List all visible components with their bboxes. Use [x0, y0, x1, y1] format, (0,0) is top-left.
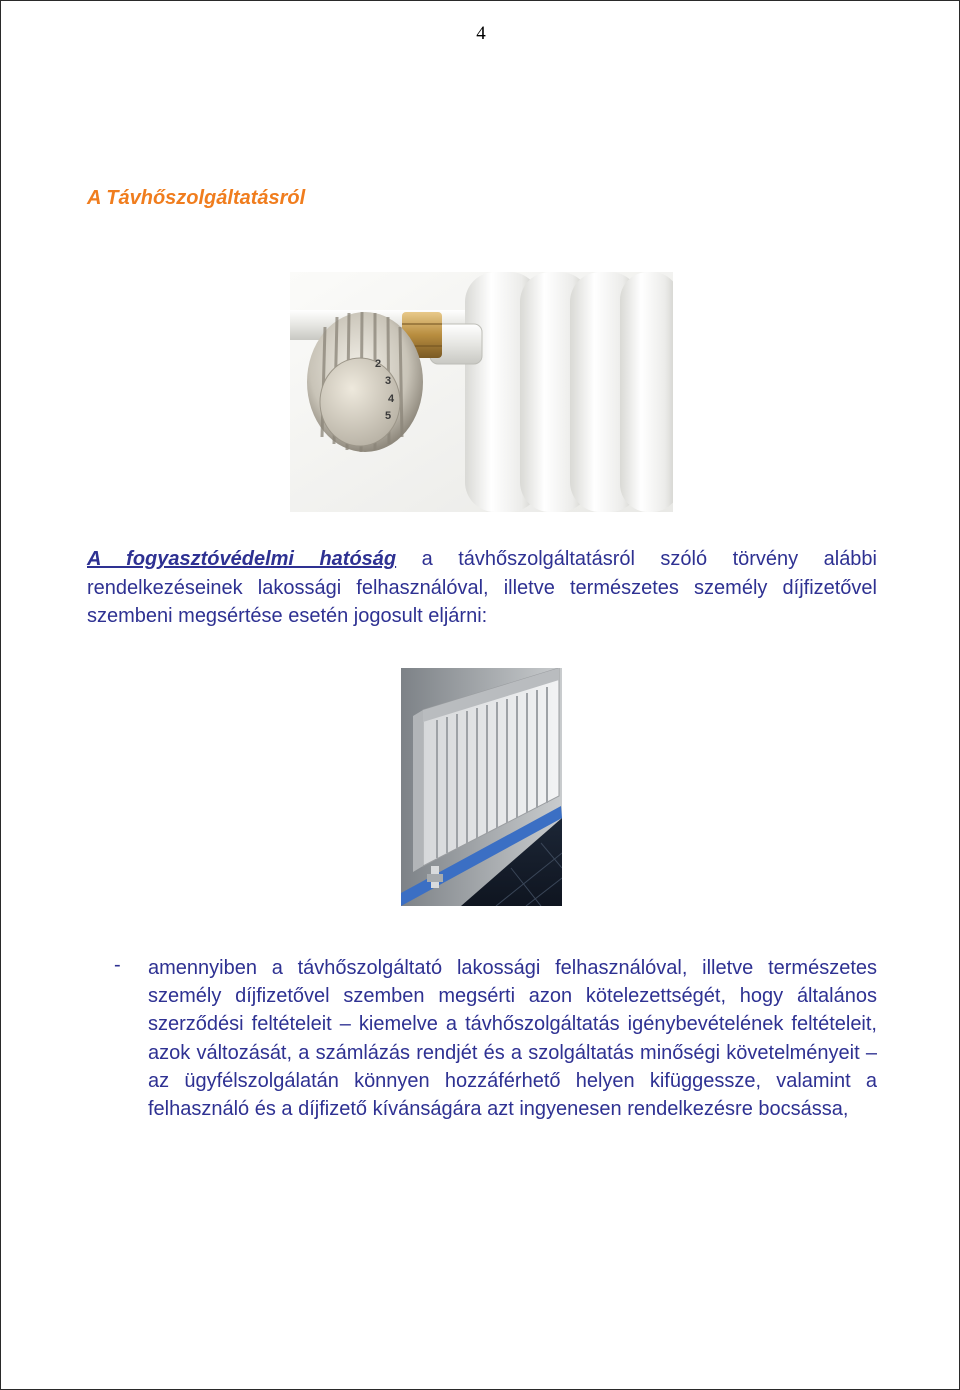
- page-number: 4: [476, 23, 486, 44]
- svg-text:4: 4: [388, 393, 395, 405]
- thermostatic-valve-photo: [290, 272, 673, 512]
- authority-name: A fogyasztóvédelmi hatóság: [87, 548, 397, 570]
- svg-text:5: 5: [385, 410, 392, 422]
- intro-text: a távhőszolgáltatásról szóló törvény alábbi rendelkezéseinek lakossági felhasználóval, illetve természetes személy díjfizetővel szembeni megsértése esetén jogosult eljárni:: [87, 548, 877, 627]
- bullet-marker: -: [114, 954, 121, 976]
- panel-radiator-photo: [401, 668, 562, 906]
- svg-text:2: 2: [375, 358, 382, 370]
- svg-text:3: 3: [385, 375, 392, 387]
- section-title: A Távhőszolgáltatásról: [87, 187, 306, 209]
- bullet-text: amennyiben a távhőszolgáltató lakossági felhasználóval, illetve természetes személy díjfizetővel szemben megsérti azon kötelezettségét, hogy általános szerződési feltételeit – kiemelve a távhőszolgáltatás igénybevételének feltételeit, azok változását, a számlázás rendjét és a szolgáltatás minőségi követelményeit – az ügyfélszolgálatán könnyen hozzáférhető helyen kifüggessze, valamint a felhasználó és a díjfizető kívánságára azt ingyenesen rendelkezésre bocsássa,: [148, 957, 877, 1121]
- intro-paragraph: [87, 545, 877, 631]
